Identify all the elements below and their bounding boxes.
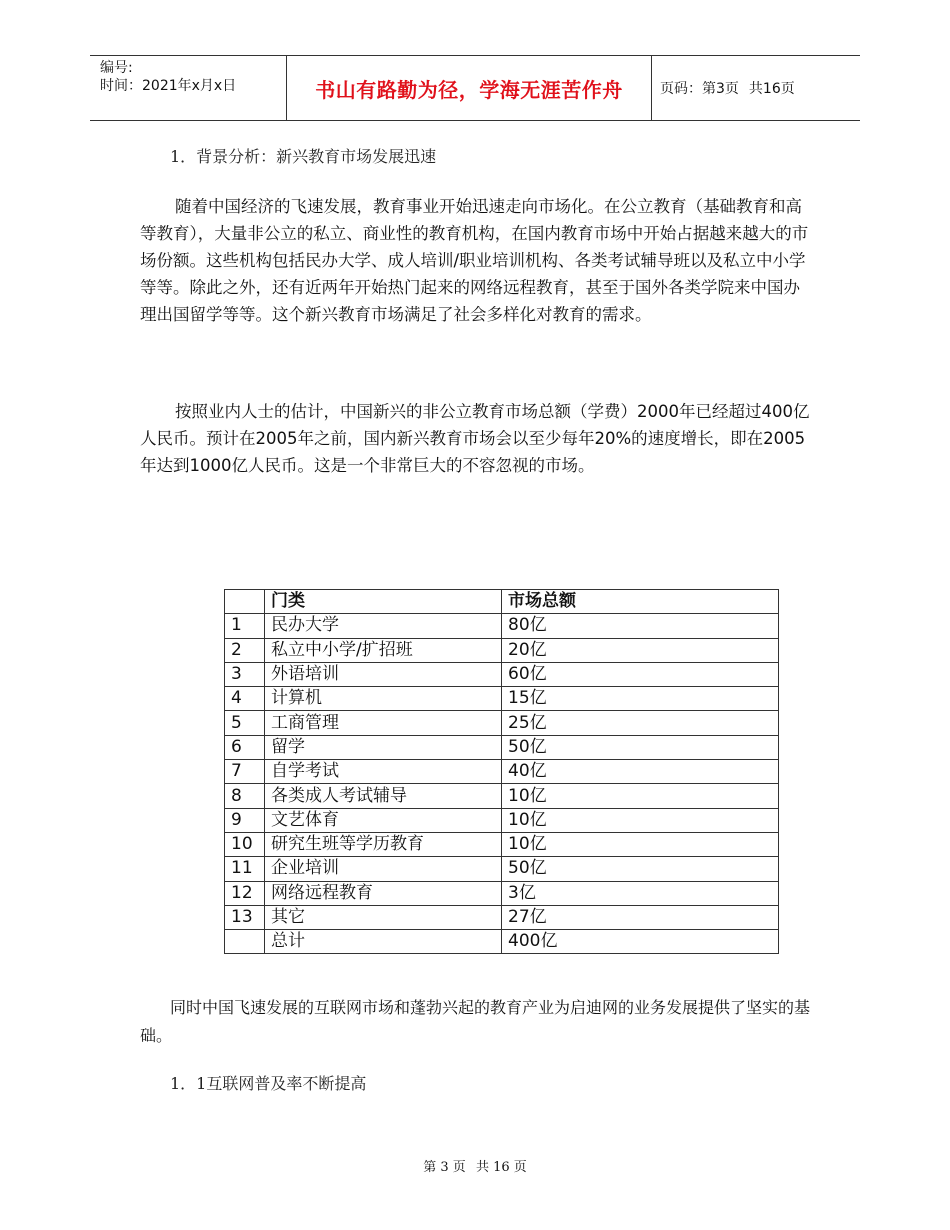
table-cell-category: 各类成人考试辅导 — [265, 784, 502, 808]
table-cell-index: 11 — [225, 857, 265, 881]
table-cell-amount: 3亿 — [502, 881, 779, 905]
table-row — [225, 905, 779, 929]
table-cell-category: 文艺体育 — [265, 808, 502, 832]
table-cell-amount: 50亿 — [502, 857, 779, 881]
table-cell-amount: 50亿 — [502, 735, 779, 759]
table-body — [225, 614, 779, 930]
document-time-label: 时间：2021年x月x日 — [100, 78, 237, 94]
table-row — [225, 614, 779, 638]
paragraph-foundation: 同时中国飞速发展的互联网市场和蓬勃兴起的教育产业为启迪网的业务发展提供了坚实的基础。 — [140, 998, 811, 1045]
table-row — [225, 662, 779, 686]
table-cell-index: 1 — [225, 614, 265, 638]
table-cell-category: 外语培训 — [265, 662, 502, 686]
table-cell-amount: 10亿 — [502, 808, 779, 832]
table-row — [225, 881, 779, 905]
table-cell-category: 企业培训 — [265, 857, 502, 881]
table-cell-category: 计算机 — [265, 687, 502, 711]
table-cell-index: 3 — [225, 662, 265, 686]
table-cell-index — [225, 930, 265, 954]
table-row — [225, 808, 779, 832]
table-cell-category: 其它 — [265, 905, 502, 929]
table-total-row — [225, 930, 779, 954]
section-heading-internet: 1．1互联网普及率不断提高 — [170, 1074, 367, 1093]
table-cell-amount: 15亿 — [502, 687, 779, 711]
table-row — [225, 784, 779, 808]
table-cell-amount: 80亿 — [502, 614, 779, 638]
paragraph-market-size: 按照业内人士的估计，中国新兴的非公立教育市场总额（学费）2000年已经超过400亿人民币。预计在2005年之前，国内新兴教育市场会以至少每年20%的速度增长，即在2005年达到1000亿人民币。这是一个非常巨大的不容忽视的市场。 — [140, 402, 810, 475]
table-row — [225, 638, 779, 662]
table-row — [225, 760, 779, 784]
header-page-total: 共16页 — [748, 81, 795, 97]
table-cell-amount: 20亿 — [502, 638, 779, 662]
paragraph-market-overview: 随着中国经济的飞速发展，教育事业开始迅速走向市场化。在公立教育（基础教育和高等教育），大量非公立的私立、商业性的教育机构，在国内教育市场中开始占据越来越大的市场份额。这些机构包括民办大学、成人培训/职业培训机构、各类考试辅导班以及私立中小学等等。除此之外，还有近两年开始热门起来的网络远程教育，甚至于国外各类学院来中国办理出国留学等等。这个新兴教育市场满足了社会多样化对教育的需求。 — [140, 197, 809, 324]
table-row — [225, 687, 779, 711]
table-cell-index: 2 — [225, 638, 265, 662]
table-cell-category: 研究生班等学历教育 — [265, 832, 502, 856]
header-motto: 书山有路勤为径，学海无涯苦作舟 — [286, 56, 652, 120]
table-row — [225, 832, 779, 856]
table-cell-category: 工商管理 — [265, 711, 502, 735]
table-cell-category: 留学 — [265, 735, 502, 759]
table-total-label: 总计 — [265, 930, 502, 954]
header-meta — [90, 56, 286, 120]
section-heading-background: 1．背景分析：新兴教育市场发展迅速 — [170, 147, 437, 166]
table-cell-amount: 25亿 — [502, 711, 779, 735]
header-page-info — [652, 56, 860, 120]
market-size-table — [224, 589, 779, 954]
table-total-amount: 400亿 — [502, 930, 779, 954]
table-cell-amount: 40亿 — [502, 760, 779, 784]
table-cell-amount: 27亿 — [502, 905, 779, 929]
table-header-category: 门类 — [265, 590, 502, 614]
table-header-amount: 市场总额 — [502, 590, 779, 614]
table-cell-amount: 60亿 — [502, 662, 779, 686]
table-cell-category: 网络远程教育 — [265, 881, 502, 905]
table-cell-index: 10 — [225, 832, 265, 856]
table-cell-index: 5 — [225, 711, 265, 735]
table-cell-index: 12 — [225, 881, 265, 905]
table-cell-amount: 10亿 — [502, 784, 779, 808]
table-cell-category: 民办大学 — [265, 614, 502, 638]
document-number-label: 编号: — [100, 60, 133, 76]
table-cell-category: 私立中小学/扩招班 — [265, 638, 502, 662]
table-row — [225, 735, 779, 759]
table-row — [225, 857, 779, 881]
table-cell-index: 6 — [225, 735, 265, 759]
table-cell-index: 4 — [225, 687, 265, 711]
table-cell-index: 13 — [225, 905, 265, 929]
table-cell-index: 9 — [225, 808, 265, 832]
table-cell-index: 8 — [225, 784, 265, 808]
table-cell-category: 自学考试 — [265, 760, 502, 784]
table-row — [225, 711, 779, 735]
page-footer — [0, 1156, 950, 1175]
footer-page-number: 第 3 页 — [423, 1160, 466, 1175]
table-header-row — [225, 590, 779, 614]
table-header-index — [225, 590, 265, 614]
table-cell-index: 7 — [225, 760, 265, 784]
page-header — [90, 55, 860, 121]
footer-page-total: 共 16 页 — [475, 1160, 527, 1175]
table-cell-amount: 10亿 — [502, 832, 779, 856]
header-page-number: 页码：第3页 — [660, 81, 739, 97]
